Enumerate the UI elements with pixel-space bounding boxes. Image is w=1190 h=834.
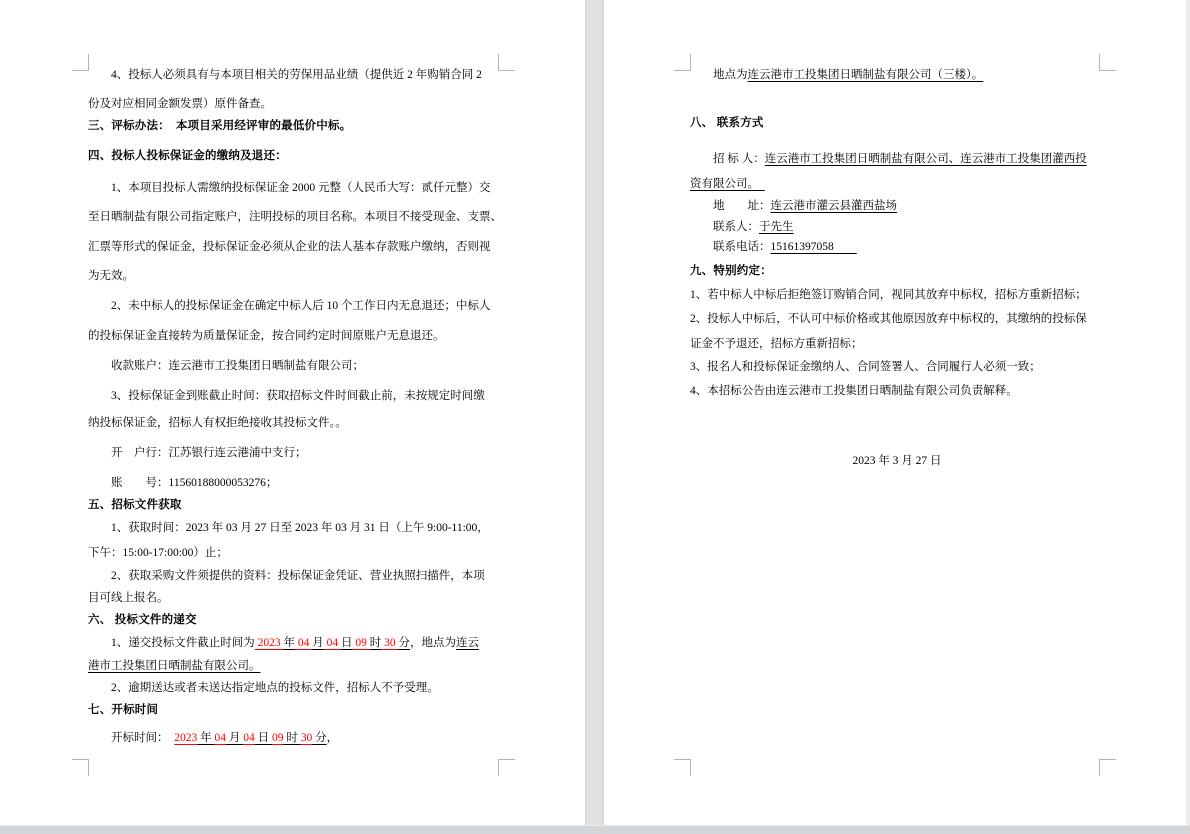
text-line: 收款账户：连云港市工投集团日晒制盐有限公司； xyxy=(111,360,364,372)
text-line: 为无效。 xyxy=(88,270,134,282)
text-line: 1、递交投标文件截止时间为 2023 年 04 月 04 日 09 时 30 分，地点为连云 xyxy=(111,637,479,649)
text-boundary-mark xyxy=(674,759,691,776)
text-line: 联系电话：15161397058 xyxy=(713,241,857,253)
text-line: 下午：15:00-17:00:00）止； xyxy=(88,547,228,559)
text-boundary-mark xyxy=(498,54,515,71)
text-line: 港市工投集团日晒制盐有限公司。 xyxy=(88,660,261,672)
text-line: 目可线上报名。 xyxy=(88,592,169,604)
text-boundary-mark xyxy=(72,759,89,776)
text-boundary-mark xyxy=(498,759,515,776)
text-line: 八、 联系方式 xyxy=(690,117,764,129)
text-line: 1、获取时间：2023 年 03 月 27 日至 2023 年 03 月 31 日（上午 9:00-11:00， xyxy=(111,522,489,534)
document-page-left[interactable] xyxy=(88,0,502,826)
text-line: 纳投标保证金，招标人有权拒绝接收其投标文件。。 xyxy=(88,417,347,429)
text-line: 五、招标文件获取 xyxy=(88,499,182,511)
text-line: 七、开标时间 xyxy=(88,704,159,716)
text-line: 4、本招标公告由连云港市工投集团日晒制盐有限公司负责解释。 xyxy=(690,385,1018,397)
text-line: 2、逾期送达或者未送达指定地点的投标文件，招标人不予受理。 xyxy=(111,682,439,694)
text-boundary-mark xyxy=(1099,759,1116,776)
text-line: 九、特别约定： xyxy=(690,265,772,277)
text-line: 资有限公司。 xyxy=(690,178,765,190)
text-line: 3、投标保证金到账截止时间：获取招标文件时间截止前，未按规定时间缴 xyxy=(111,390,485,402)
text-line: 3、报名人和投标保证金缴纳人、合同签署人、合同履行人必须一致； xyxy=(690,361,1041,373)
text-line: 证金不予退还，招标方重新招标； xyxy=(690,338,863,350)
text-line: 2023 年 3 月 27 日 xyxy=(852,455,942,467)
text-line: 地点为连云港市工投集团日晒制盐有限公司（三楼）。 xyxy=(713,69,984,81)
scrollbar-track[interactable] xyxy=(1186,0,1190,826)
text-line: 联系人：于先生 xyxy=(713,221,794,233)
text-line: 地 址：连云港市灌云县灌西盐场 xyxy=(713,200,897,212)
text-line: 账 号：11560188000053276； xyxy=(111,477,278,489)
text-line: 开标时间： 2023 年 04 月 04 日 09 时 30 分， xyxy=(111,732,339,744)
text-boundary-mark xyxy=(1099,54,1116,71)
text-line: 2、获取采购文件须提供的资料：投标保证金凭证、营业执照扫描件，本项 xyxy=(111,570,485,582)
text-boundary-mark xyxy=(72,54,89,71)
text-line: 开 户行：江苏银行连云港浦中支行； xyxy=(111,447,307,459)
text-line: 至日晒制盐有限公司指定账户，注明投标的项目名称。本项目不接受现金、支票、 xyxy=(88,211,502,223)
text-line: 4、投标人必须具有与本项目相关的劳保用品业绩（提供近 2 年购销合同 2 xyxy=(111,69,482,81)
text-line: 六、 投标文件的递交 xyxy=(88,614,197,626)
text-line: 份及对应相同金额发票）原件备查。 xyxy=(88,98,272,110)
text-boundary-mark xyxy=(674,54,691,71)
text-line: 2、未中标人的投标保证金在确定中标人后 10 个工作日内无息退还；中标人 xyxy=(111,300,491,312)
text-line: 汇票等形式的保证金，投标保证金必须从企业的法人基本存款账户缴纳，否则视 xyxy=(88,241,491,253)
text-line: 的投标保证金直接转为质量保证金，按合同约定时间原账户无息退还。 xyxy=(88,330,445,342)
text-line: 三、评标办法： 本项目采用经评审的最低价中标。 xyxy=(88,120,352,132)
page-gap-strip xyxy=(585,0,604,826)
document-page-right[interactable] xyxy=(690,0,1104,826)
text-line: 四、投标人投标保证金的缴纳及退还： xyxy=(88,150,287,162)
text-line: 2、投标人中标后，不认可中标价格或其他原因放弃中标权的，其缴纳的投标保 xyxy=(690,313,1087,325)
text-line: 招 标 人：连云港市工投集团日晒制盐有限公司、连云港市工投集团灌西投 xyxy=(713,153,1087,165)
text-line: 1、若中标人中标后拒绝签订购销合同，视同其放弃中标权，招标方重新招标； xyxy=(690,289,1087,301)
text-line: 1、本项目投标人需缴纳投标保证金 2000 元整（人民币大写：贰仟元整）交 xyxy=(111,182,491,194)
